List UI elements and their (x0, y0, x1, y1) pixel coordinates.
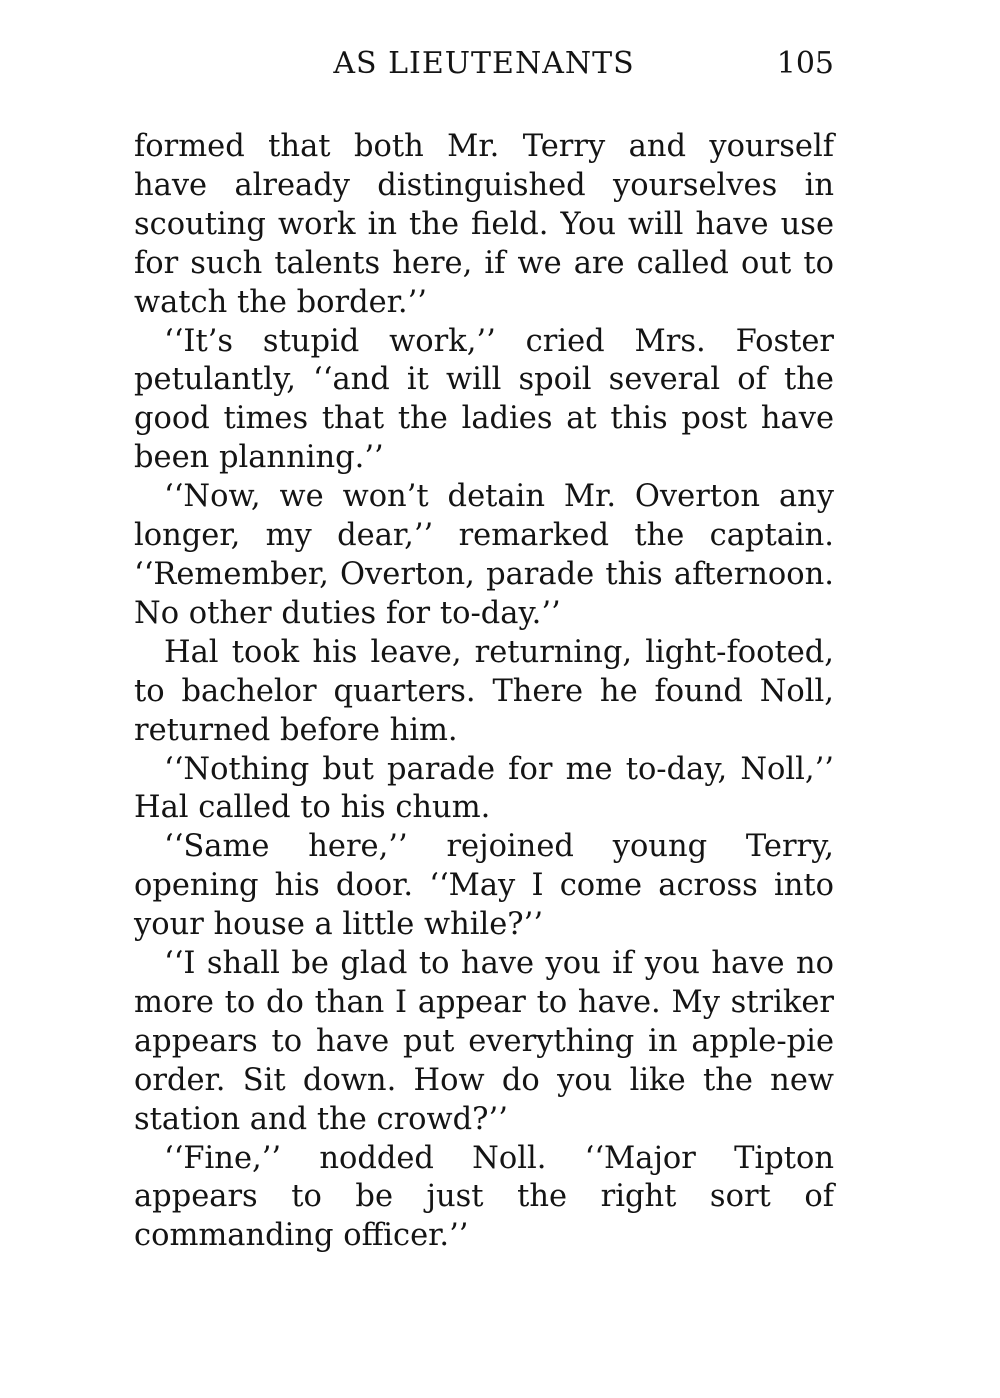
running-title: AS LIEUTENANTS (333, 46, 635, 81)
paragraph: Hal took his leave, returning, light-footed, to bachelor quarters. There he found Noll, returned before him. (134, 634, 834, 748)
body-text (134, 128, 834, 1256)
paragraph: ‘‘I shall be glad to have you if you have no more to do than I appear to have. My striker appears to have put everything in apple-pie order. Sit down. How do you like the new station and the crowd?’’ (134, 946, 834, 1137)
paragraph: ‘‘Same here,’’ rejoined young Terry, opening his door. ‘‘May I come across into your house a little while?’’ (134, 829, 834, 943)
paragraph-continuation: formed that both Mr. Terry and yourself have already distinguished yourselves in scouting work in the field. You will have use for such talents here, if we are called out to watch the border.’’ (134, 129, 834, 320)
page-number: 105 (776, 46, 834, 81)
paragraph: ‘‘Nothing but parade for me to-day, Noll,’’ Hal called to his chum. (134, 751, 834, 826)
paragraph: ‘‘Now, we won’t detain Mr. Overton any longer, my dear,’’ remarked the captain. ‘‘Remember, Overton, parade this afternoon. No other duties for to-day.’’ (134, 479, 834, 631)
paragraph: ‘‘Fine,’’ nodded Noll. ‘‘Major Tipton appears to be just the right sort of commanding officer.’’ (134, 1140, 834, 1254)
page-header (134, 44, 834, 84)
paragraph: ‘‘It’s stupid work,’’ cried Mrs. Foster petulantly, ‘‘and it will spoil several of the good times that the ladies at this post have been planning.’’ (134, 323, 834, 476)
